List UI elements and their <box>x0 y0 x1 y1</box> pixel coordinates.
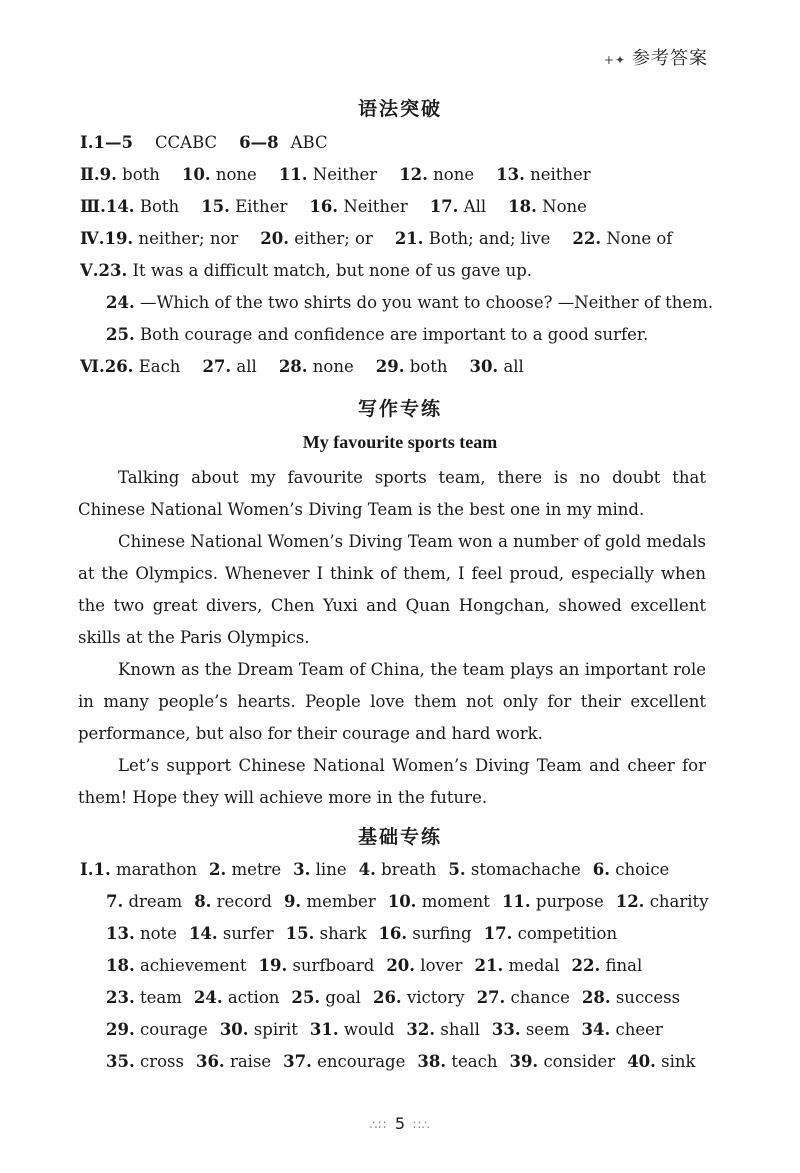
essay-paragraph-3: Known as the Dream Team of China, the team plays an important role in many people’s hearts. People love them not only for their excellent performance, but also for their courage and hard work. <box>78 660 706 743</box>
grammar-line-4: Ⅳ.19. neither; nor 20. either; or 21. Both; and; live 22. None of <box>80 229 673 248</box>
page-number: 5 <box>394 1114 406 1133</box>
grammar-line-5: Ⅴ.23. It was a difficult match, but none of us gave up. <box>80 261 533 280</box>
basic-row-6: 29. courage 30. spirit 31. would 32. shall 33. seem 34. cheer <box>106 1020 663 1039</box>
essay-title: My favourite sports team <box>302 432 498 452</box>
basic-row-4: 18. achievement 19. surfboard 20. lover 21. medal 22. final <box>106 956 643 975</box>
dots-decoration-icon: ∷∴ <box>413 1118 431 1132</box>
grammar-section-title: 语法突破 <box>357 98 442 120</box>
basic-row-3: 13. note 14. surfer 15. shark 16. surfing 17. competition <box>106 924 618 943</box>
basic-row-1: Ⅰ.1. marathon 2. metre 3. line 4. breath 5. stomachache 6. choice <box>80 860 670 879</box>
grammar-line-3: Ⅲ.14. Both 15. Either 16. Neither 17. All 18. None <box>80 197 587 216</box>
essay-paragraph-4: Let’s support Chinese National Women’s Diving Team and cheer for them! Hope they will achieve more in the future. <box>78 756 706 807</box>
basic-row-5: 23. team 24. action 25. goal 26. victory 27. chance 28. success <box>106 988 681 1007</box>
basic-section-title: 基础专练 <box>357 826 442 848</box>
grammar-line-1: Ⅰ.1—5 CCABC 6—8 ABC <box>80 133 328 152</box>
essay-paragraph-1: Talking about my favourite sports team, there is no doubt that Chinese National Women’s Diving Team is the best one in my mind. <box>78 468 706 519</box>
essay-paragraph-2: Chinese National Women’s Diving Team won a number of gold medals at the Olympics. Whenever I think of them, I feel proud, especially when the two great divers, Chen Yuxi and Quan Hongchan, showed excellent skills at the Paris Olympics. <box>78 532 706 647</box>
sparkle-icon: +✦ <box>603 53 626 67</box>
dots-decoration-icon: ∴∷ <box>369 1118 387 1132</box>
basic-row-2: 7. dream 8. record 9. member 10. moment 11. purpose 12. charity <box>106 892 709 911</box>
page-footer <box>0 1114 800 1133</box>
writing-section-title: 写作专练 <box>357 398 442 420</box>
grammar-line-2: Ⅱ.9. both 10. none 11. Neither 12. none 13. neither <box>80 165 591 184</box>
grammar-line-8: Ⅵ.26. Each 27. all 28. none 29. both 30. all <box>80 357 524 376</box>
grammar-line-7: 25. Both courage and confidence are important to a good surfer. <box>106 325 649 344</box>
header-title: 参考答案 <box>632 48 708 69</box>
page-header <box>604 44 708 70</box>
grammar-line-6: 24. —Which of the two shirts do you want to choose? —Neither of them. <box>106 293 714 312</box>
basic-row-7: 35. cross 36. raise 37. encourage 38. teach 39. consider 40. sink <box>106 1052 696 1071</box>
